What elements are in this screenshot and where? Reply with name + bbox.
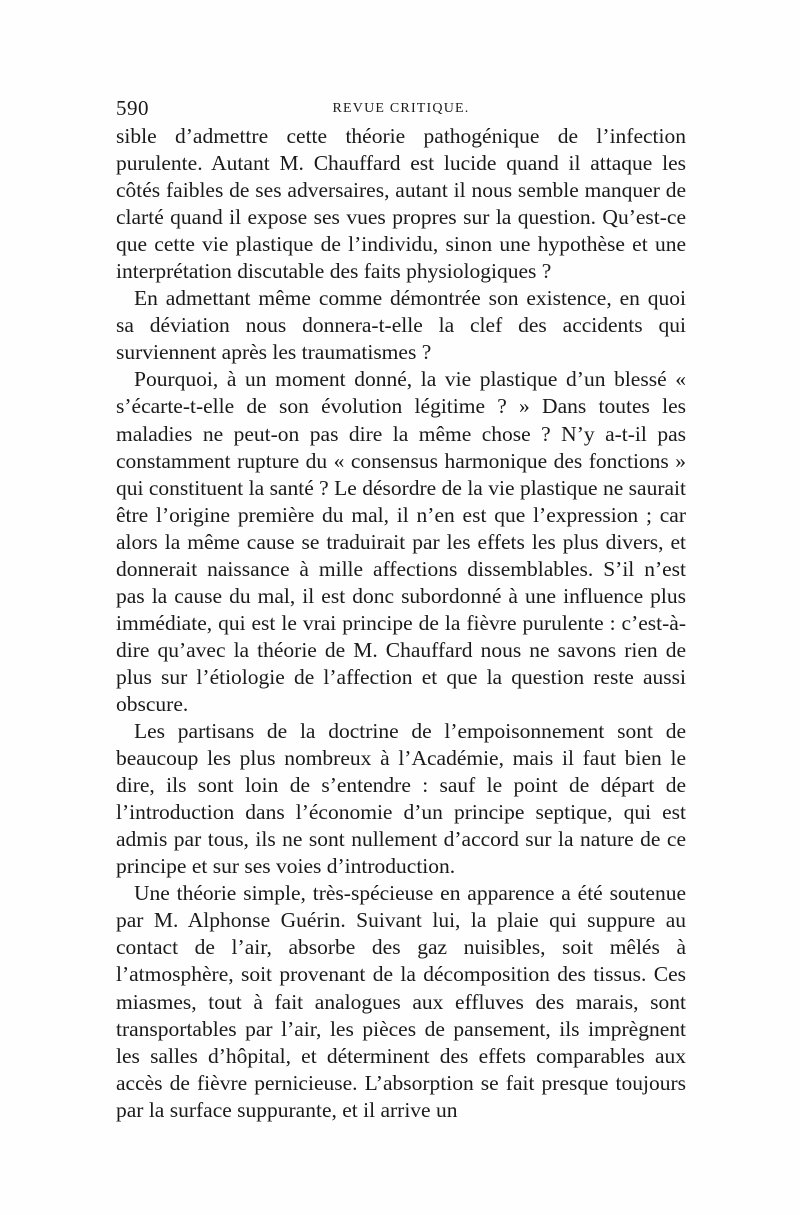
page-header [116, 96, 686, 122]
paragraph-continuation: sible d’admettre cette théorie pathogénique de l’infection purulente. Autant M. Chauffard est lucide quand il attaque les côtés faibles de ses adversaires, autant il nous semble manquer de clarté quand il expose ses vues propres sur la question. Qu’est-ce que cette vie plastique de l’individu, sinon une hypothèse et une interprétation discutable des faits physiologiques ? [116, 124, 686, 284]
paragraph: Les partisans de la doctrine de l’empoisonnement sont de beaucoup les plus nombreux à l’Académie, mais il faut bien le dire, ils sont loin de s’entendre : sauf le point de départ de l’introduction dans l’économie d’un principe septique, qui est admis par tous, ils ne sont nullement d’accord sur la nature de ce principe et sur ses voies d’introduction. [116, 719, 686, 879]
paragraph: En admettant même comme démontrée son existence, en quoi sa déviation nous donnera-t-elle la clef des accidents qui surviennent après les traumatismes ? [116, 286, 686, 365]
body-text [116, 123, 686, 1124]
running-head: REVUE CRITIQUE. [332, 101, 470, 116]
paragraph: Pourquoi, à un moment donné, la vie plastique d’un blessé « s’écarte-t-elle de son évolution légitime ? » Dans toutes les maladies ne peut-on pas dire la même chose ? N’y a-t-il pas constamment rupture du « consensus harmonique des fonctions » qui constituent la santé ? Le désordre de la vie plastique ne saurait être l’origine première du mal, il n’en est que l’expression ; car alors la même cause se traduirait par les effets les plus divers, et donnerait naissance à mille affections dissemblables. S’il n’est pas la cause du mal, il est donc subordonné à une influence plus immédiate, qui est le vrai principe de la fièvre purulente : c’est-à-dire qu’avec la théorie de M. Chauffard nous ne savons rien de plus sur l’étiologie de l’affection et que la question reste aussi obscure. [116, 367, 686, 716]
paragraph: Une théorie simple, très-spécieuse en apparence a été soutenue par M. Alphonse Guérin. Suivant lui, la plaie qui suppure au contact de l’air, absorbe des gaz nuisibles, soit mêlés à l’atmosphère, soit provenant de la décomposition des tissus. Ces miasmes, tout à fait analogues aux effluves des marais, sont transportables par l’air, les pièces de pansement, ils imprègnent les salles d’hôpital, et déterminent des effets comparables aux accès de fièvre pernicieuse. L’absorption se fait presque toujours par la surface suppurante, et il arrive un [116, 881, 686, 1122]
page-number: 590 [116, 96, 149, 120]
